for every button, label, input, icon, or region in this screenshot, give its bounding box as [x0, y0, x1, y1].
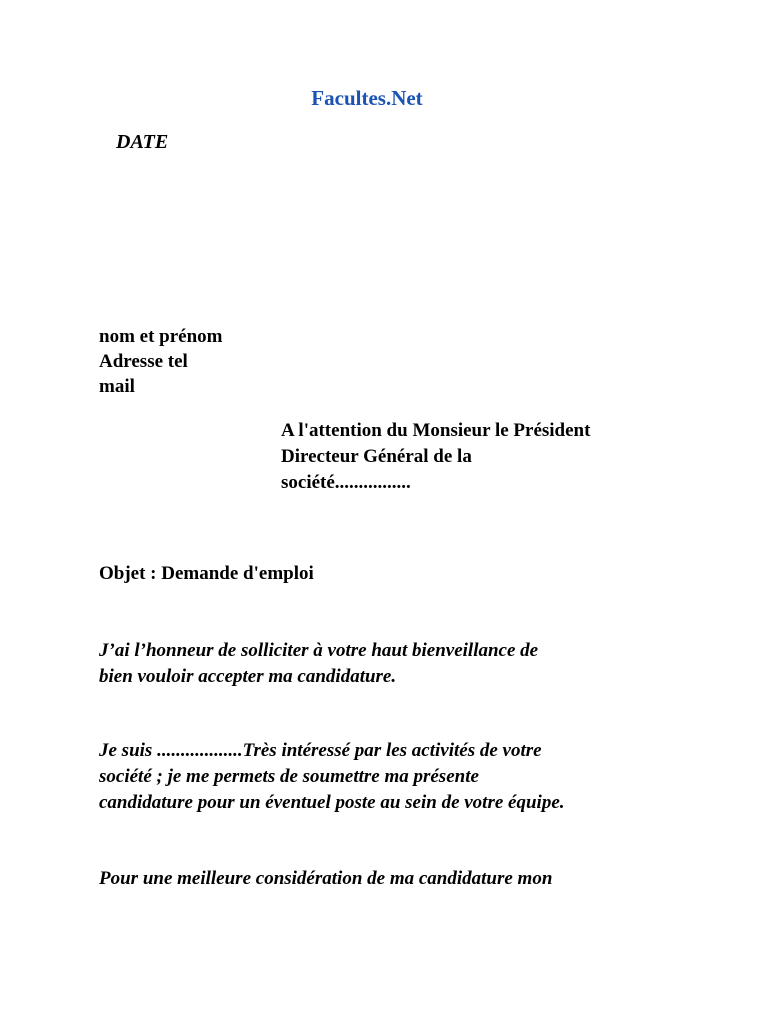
- letter-subject: Objet : Demande d'emploi: [99, 563, 314, 584]
- sender-block: [99, 324, 222, 399]
- date-label: DATE: [116, 131, 169, 153]
- sender-name: nom et prénom: [99, 326, 223, 347]
- site-brand-title: Facultes.Net: [311, 86, 423, 110]
- paragraph-motivation-line-2: société ; je me permets de soumettre ma présente: [99, 766, 479, 787]
- sender-address: Adresse tel: [99, 351, 188, 372]
- sender-mail: mail: [99, 376, 135, 397]
- recipient-line-2: Directeur Général de la: [281, 446, 472, 467]
- recipient-line-3: société................: [281, 472, 411, 493]
- recipient-line-1: A l'attention du Monsieur le Président: [281, 420, 591, 441]
- paragraph-motivation-line-3: candidature pour un éventuel poste au sein de votre équipe.: [99, 792, 565, 813]
- recipient-block: [281, 418, 590, 496]
- paragraph-consideration-line-1: Pour une meilleure considération de ma candidature mon: [99, 868, 553, 889]
- paragraph-motivation-line-1: Je suis ..................Très intéressé par les activités de votre: [99, 740, 542, 761]
- paragraph-motivation: [99, 738, 699, 816]
- paragraph-intro: [99, 638, 699, 690]
- paragraph-intro-line-2: bien vouloir accepter ma candidature.: [99, 666, 397, 687]
- paragraph-intro-line-1: J’ai l’honneur de solliciter à votre haut bienveillance de: [99, 640, 539, 661]
- paragraph-consideration: [99, 866, 699, 892]
